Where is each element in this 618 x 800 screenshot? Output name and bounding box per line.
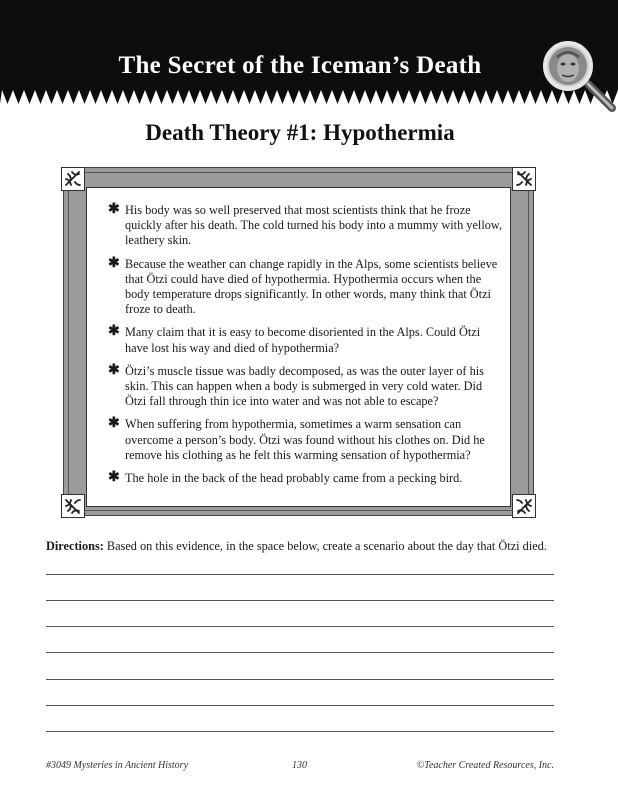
asterisk-bullet-icon: ✱ <box>108 416 120 432</box>
corner-ornament-top-left-icon <box>61 167 85 191</box>
asterisk-bullet-icon: ✱ <box>108 202 120 217</box>
directions-body: Based on this evidence, in the space below, create a scenario about the day that Ötzi died. <box>103 539 547 553</box>
evidence-item: ✱ Because the weather can change rapidly in the Alps, some scientists believe that Ötzi could have died of hypothermia. Hypothermia occurs when the body temperature drops significantly. In other words, many think that Ötzi froze to death. <box>108 255 498 317</box>
writing-line[interactable] <box>46 731 554 732</box>
evidence-item: ✱ Many claim that it is easy to become disoriented in the Alps. Could Ötzi have lost his way and died of hypothermia? <box>108 324 481 355</box>
writing-line[interactable] <box>46 705 554 706</box>
evidence-item: ✱ Ötzi’s muscle tissue was badly decomposed, as was the outer layer of his skin. This can happen when a body is submerged in very cold water. Did Ötzi fall through thin ice into water and was not able to escape? <box>108 362 484 409</box>
corner-ornament-bottom-right-icon <box>512 494 536 518</box>
directions-label: Directions: <box>46 539 104 553</box>
writing-line[interactable] <box>46 626 554 627</box>
directions-text <box>46 539 586 554</box>
asterisk-bullet-icon: ✱ <box>108 324 120 340</box>
magnifying-glass-icon <box>540 40 618 114</box>
evidence-item: ✱ His body was so well preserved that most scientists think that he froze quickly after his death. The cold turned his body into a mummy with yellow, leathery skin. <box>108 202 503 248</box>
footer-page-number: 130 <box>292 760 307 771</box>
asterisk-bullet-icon: ✱ <box>108 470 120 486</box>
evidence-item: ✱ When suffering from hypothermia, sometimes a warm sensation can overcome a person’s body. Ötzi was found without his clothes on. Did he remove his clothing as he felt this warming sensation of hypothermia? <box>108 416 485 462</box>
writing-line[interactable] <box>46 679 554 680</box>
corner-ornament-bottom-left-icon <box>61 494 85 518</box>
theory-title: Death Theory #1: Hypothermia <box>145 120 455 145</box>
asterisk-bullet-icon: ✱ <box>108 255 120 271</box>
evidence-list <box>108 203 506 494</box>
asterisk-bullet-icon: ✱ <box>108 362 120 378</box>
writing-line[interactable] <box>46 574 554 575</box>
footer-book-title: #3049 Mysteries in Ancient History <box>46 760 189 771</box>
page-header-title: The Secret of the Iceman’s Death <box>118 52 482 79</box>
evidence-item: ✱ The hole in the back of the head probably came from a pecking bird. <box>108 470 463 486</box>
writing-line[interactable] <box>46 652 554 653</box>
writing-line[interactable] <box>46 600 554 601</box>
corner-ornament-top-right-icon <box>512 167 536 191</box>
footer-copyright: ©Teacher Created Resources, Inc. <box>416 760 554 771</box>
